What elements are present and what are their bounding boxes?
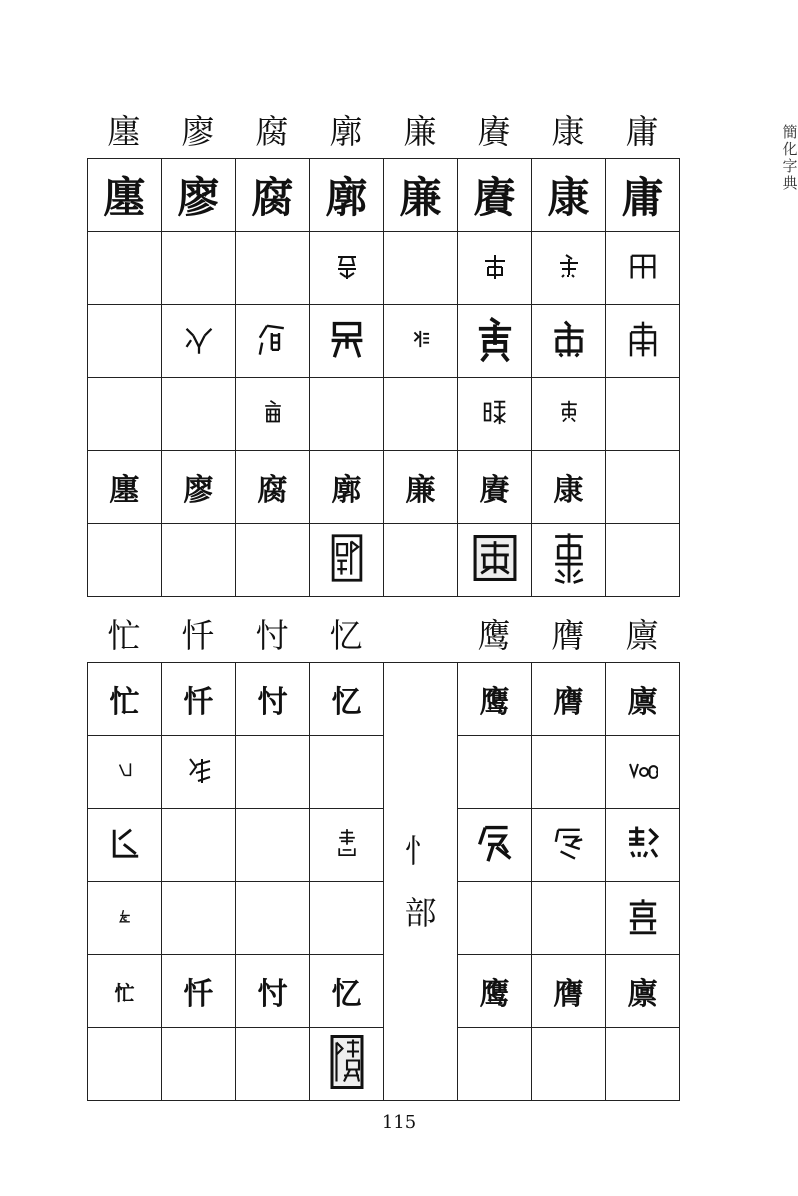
glyph: 廪 (627, 685, 658, 720)
glyph-row (88, 451, 680, 524)
ancient-glyph-image (473, 315, 517, 363)
glyph-cell (310, 524, 384, 597)
glyph-cell (310, 451, 384, 524)
glyph: 鹰 (479, 685, 510, 720)
glyph-cell (310, 736, 384, 809)
header-char: 鹰 (477, 616, 511, 655)
header-char: 忆 (329, 616, 363, 655)
ancient-glyph-image (116, 761, 134, 779)
header-char: 忏 (181, 616, 215, 655)
header-char: 康 (551, 112, 585, 151)
glyph: 廉 (399, 173, 442, 222)
glyph: 忖 (257, 977, 288, 1012)
glyph-cell (606, 882, 680, 955)
glyph-cell (532, 1028, 606, 1101)
glyph-cell (162, 159, 236, 232)
ancient-glyph-image (326, 318, 368, 360)
glyph-row (88, 524, 680, 597)
ancient-glyph-image (549, 319, 589, 359)
glyph-cell (606, 955, 680, 1028)
header-char: 庸 (625, 112, 659, 151)
glyph-cell (88, 159, 162, 232)
glyph-cell (88, 378, 162, 451)
top-header-row (87, 112, 679, 152)
ancient-glyph-image (556, 399, 582, 425)
bottom-glyph-grid (87, 662, 680, 1101)
ancient-glyph-image (107, 825, 143, 861)
radical-label: 部 (404, 893, 437, 932)
glyph-row (88, 378, 680, 451)
ancient-glyph-image (551, 823, 587, 863)
glyph-cell (532, 378, 606, 451)
glyph-cell (236, 663, 310, 736)
header-char: 廓 (329, 112, 363, 151)
glyph-cell (88, 809, 162, 882)
glyph-cell (458, 736, 532, 809)
glyph-cell (162, 882, 236, 955)
glyph-cell (162, 955, 236, 1028)
glyph-cell (236, 451, 310, 524)
glyph: 賡 (473, 173, 516, 222)
glyph-cell (310, 1028, 384, 1101)
glyph-cell (88, 663, 162, 736)
glyph: 忖 (257, 685, 288, 720)
glyph: 廪 (627, 977, 658, 1012)
glyph: 忙 (114, 980, 135, 1005)
glyph: 廛 (103, 173, 146, 222)
ancient-glyph-image (554, 251, 584, 281)
glyph-cell (532, 451, 606, 524)
glyph-cell (162, 305, 236, 378)
glyph-cell (606, 524, 680, 597)
ancient-glyph-image (260, 397, 286, 427)
glyph-cell (162, 663, 236, 736)
glyph-cell (532, 663, 606, 736)
glyph-cell (458, 451, 532, 524)
glyph: 腐 (257, 473, 288, 508)
ancient-glyph-image (410, 328, 432, 350)
seal-glyph-image (472, 533, 518, 583)
seal-glyph-image (330, 533, 364, 583)
glyph-cell (88, 882, 162, 955)
glyph-cell (310, 159, 384, 232)
header-char: 忖 (255, 616, 289, 655)
glyph-cell (458, 524, 532, 597)
glyph: 康 (547, 173, 590, 222)
glyph-cell (88, 1028, 162, 1101)
glyph-cell (532, 955, 606, 1028)
glyph-cell (310, 955, 384, 1028)
seal-glyph-image (329, 1033, 365, 1091)
glyph-cell (532, 305, 606, 378)
glyph-cell (458, 955, 532, 1028)
glyph: 腐 (251, 173, 294, 222)
glyph-cell (88, 524, 162, 597)
ancient-glyph-image (623, 319, 663, 359)
glyph-cell (162, 1028, 236, 1101)
header-char: 廉 (403, 112, 437, 151)
glyph: 忙 (109, 685, 140, 720)
glyph-row (88, 232, 680, 305)
ancient-glyph-image (182, 322, 216, 356)
seal-glyph-image (549, 529, 589, 587)
glyph-cell (236, 882, 310, 955)
glyph: 膺 (553, 685, 584, 720)
glyph-cell (532, 882, 606, 955)
ancient-glyph-image (626, 249, 660, 283)
glyph-cell (162, 736, 236, 809)
glyph-cell (532, 232, 606, 305)
glyph-cell (88, 736, 162, 809)
glyph-cell (532, 159, 606, 232)
glyph-cell (606, 809, 680, 882)
glyph-cell (236, 1028, 310, 1101)
header-char: 忙 (107, 616, 141, 655)
glyph-cell (162, 809, 236, 882)
glyph-cell (458, 232, 532, 305)
glyph: 膺 (553, 977, 584, 1012)
glyph: 庸 (621, 173, 664, 222)
ancient-glyph-image (334, 826, 360, 860)
glyph-cell (384, 305, 458, 378)
glyph-cell (458, 378, 532, 451)
glyph-row (88, 305, 680, 378)
glyph-row (88, 159, 680, 232)
glyph-cell (458, 663, 532, 736)
glyph-cell (162, 378, 236, 451)
ancient-glyph-image (624, 824, 662, 862)
page-number: 115 (381, 1112, 417, 1133)
glyph-cell (606, 378, 680, 451)
ancient-glyph-image (480, 251, 510, 281)
ancient-glyph-image (625, 896, 661, 936)
glyph-cell (458, 305, 532, 378)
glyph-cell (236, 736, 310, 809)
glyph: 鹰 (479, 977, 510, 1012)
glyph: 廖 (183, 473, 214, 508)
glyph-cell (458, 159, 532, 232)
glyph-cell (162, 232, 236, 305)
glyph-cell (606, 663, 680, 736)
glyph-cell (606, 1028, 680, 1101)
glyph-cell (88, 451, 162, 524)
glyph-cell (606, 305, 680, 378)
glyph-cell (236, 955, 310, 1028)
glyph-cell (384, 378, 458, 451)
glyph-cell (88, 305, 162, 378)
glyph-cell (236, 378, 310, 451)
glyph-cell (384, 451, 458, 524)
glyph-cell (236, 809, 310, 882)
side-running-title: 簡化字典 (782, 123, 798, 192)
glyph-cell (458, 809, 532, 882)
header-char: 廛 (107, 112, 141, 151)
glyph: 廉 (405, 473, 436, 508)
glyph: 忆 (331, 685, 362, 720)
bottom-header-row (87, 616, 679, 656)
header-char: 廖 (181, 112, 215, 151)
glyph-cell (236, 524, 310, 597)
top-glyph-grid (87, 158, 680, 597)
radical-column (384, 663, 458, 1101)
glyph: 忆 (331, 977, 362, 1012)
glyph-cell (606, 159, 680, 232)
ancient-glyph-image (117, 907, 133, 925)
glyph-row (88, 663, 680, 736)
glyph-cell (532, 809, 606, 882)
glyph-cell (236, 305, 310, 378)
header-char: 腐 (255, 112, 289, 151)
glyph-cell (310, 882, 384, 955)
glyph-cell (162, 524, 236, 597)
header-char: 膺 (551, 616, 585, 655)
glyph-cell (162, 451, 236, 524)
glyph-cell (606, 451, 680, 524)
ancient-glyph-image (184, 755, 214, 785)
glyph-cell (310, 378, 384, 451)
glyph-cell (606, 232, 680, 305)
glyph: 康 (553, 473, 584, 508)
glyph: 賡 (479, 473, 510, 508)
glyph-cell (384, 159, 458, 232)
glyph: 廓 (331, 473, 362, 508)
header-char: 賡 (477, 112, 511, 151)
glyph: 忏 (183, 977, 214, 1012)
glyph-cell (310, 663, 384, 736)
glyph-cell (310, 232, 384, 305)
ancient-glyph-image (255, 321, 291, 357)
ancient-glyph-image (474, 822, 516, 864)
ancient-glyph-image (628, 760, 658, 780)
header-char (383, 616, 457, 656)
glyph-cell (310, 305, 384, 378)
glyph-cell (458, 882, 532, 955)
glyph-cell (310, 809, 384, 882)
glyph-cell (88, 955, 162, 1028)
glyph-cell (236, 159, 310, 232)
glyph: 忏 (183, 685, 214, 720)
radical-glyph: 忄 (404, 831, 437, 870)
glyph-cell (384, 524, 458, 597)
ancient-glyph-image (332, 251, 362, 281)
glyph: 廓 (325, 173, 368, 222)
ancient-glyph-image (481, 398, 509, 426)
glyph-cell (236, 232, 310, 305)
glyph: 廖 (177, 173, 220, 222)
glyph-cell (532, 736, 606, 809)
glyph-cell (532, 524, 606, 597)
glyph-cell (458, 1028, 532, 1101)
glyph-cell (88, 232, 162, 305)
glyph-cell (606, 736, 680, 809)
glyph: 廛 (109, 473, 140, 508)
glyph-cell (384, 232, 458, 305)
header-char: 廪 (625, 616, 659, 655)
